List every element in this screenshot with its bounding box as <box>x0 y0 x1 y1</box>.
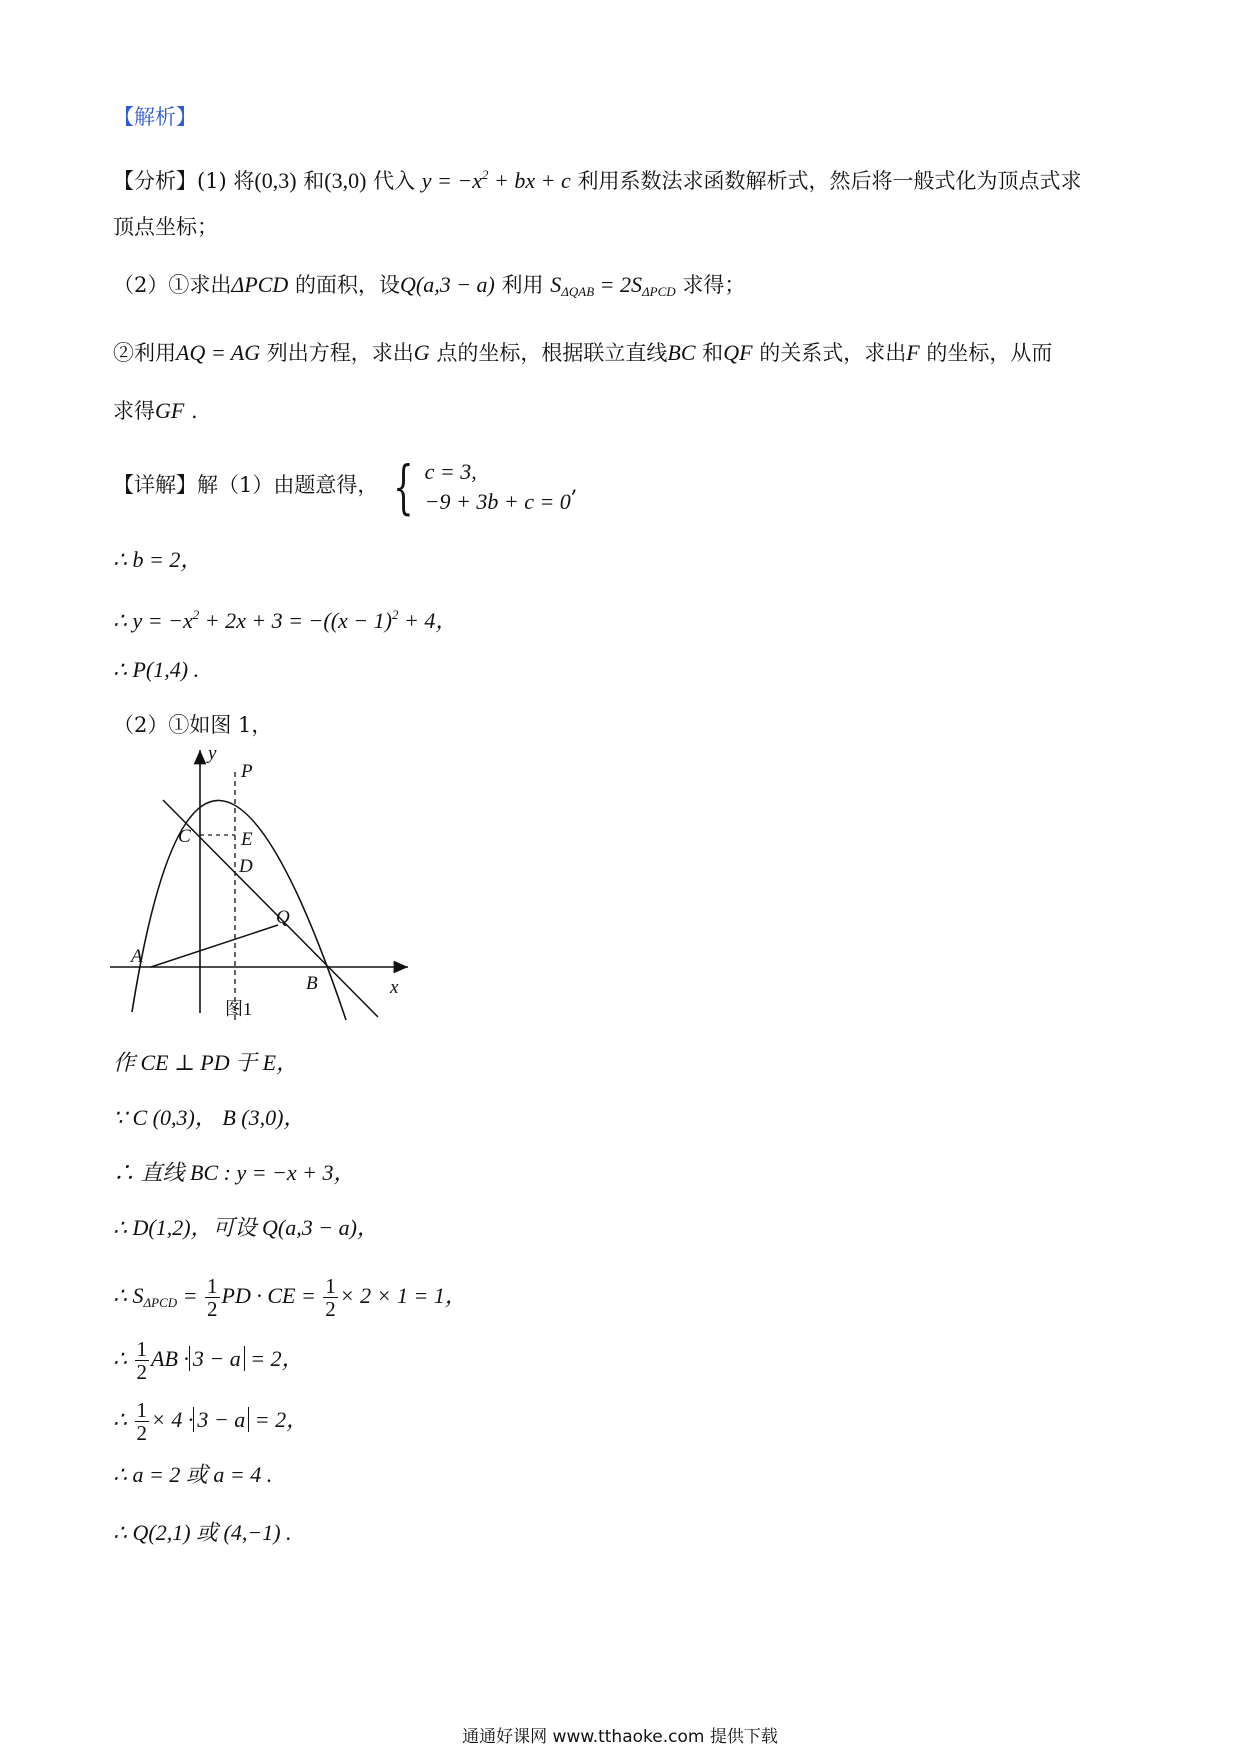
label-x: x <box>390 977 399 998</box>
brace: { <box>393 452 414 521</box>
area-pcd: ∴ $S_{\Delta PCD}$ = $\frac{1}{2}$ PD · CE = $\frac{1}{2}$ × 2 × 1 = 1， <box>113 1274 467 1321</box>
label-c: C <box>178 826 191 847</box>
figure-caption: 图1 <box>225 999 252 1019</box>
label-e: E <box>241 829 253 850</box>
figure-1 <box>108 745 418 1025</box>
label-a: A <box>131 946 143 967</box>
text: 代入 <box>366 169 416 193</box>
label-y: y <box>208 745 217 764</box>
q-points: ∴ Q(2,1) 或 (4,−1) . <box>113 1520 292 1545</box>
ce-line: 作 CE ⊥ PD 于 E， <box>113 1050 299 1075</box>
text: 和 <box>296 169 325 193</box>
label-d: D <box>239 856 253 877</box>
label-q: Q <box>276 907 290 928</box>
analysis-line-3: （2）①求出ΔPCD 的面积，设Q(a,3 − a) 利用 $S_{\Delta QAB} = 2S_{\Delta PCD}$ 求得； <box>113 272 746 299</box>
analysis-line-1 <box>113 160 1081 196</box>
footer: 通通好课网 www.tthaoke.com 提供下载 <box>462 1727 778 1747</box>
line-aq <box>151 925 278 967</box>
a-values: ∴ a = 2 或 a = 4 . <box>113 1462 273 1487</box>
text: 利用系数法求函数解析式，然后将一般式化为顶点式求 <box>570 169 1082 193</box>
equation-system: c = 3, −9 + 3b + c = 0 <box>424 458 571 514</box>
label-b: B <box>306 973 318 994</box>
label-p: P <box>241 761 253 782</box>
text: (1) 将 <box>197 169 255 193</box>
cb-coords: ∵ C (0,3)， B (3,0)， <box>113 1105 306 1130</box>
section-label: 【解析】 <box>113 105 197 129</box>
analysis-tag: 【分析】 <box>113 169 197 193</box>
analysis-line-5: 求得GF . <box>113 398 198 423</box>
formula: $y = -x^2$ + bx + c <box>421 167 571 193</box>
area-substituted: ∴ $\frac{1}{2}$ × 4 · 3 − a = 2， <box>113 1398 309 1445</box>
detail-tag: 【详解】 <box>113 473 197 497</box>
point-2: (3,0) <box>324 168 367 193</box>
analysis-line-4: ②利用AQ = AG 列出方程，求出G 点的坐标，根据联立直线BC 和QF 的关系式，求出F 的坐标，从而 <box>113 340 1053 365</box>
analysis-line-2: 顶点坐标； <box>113 215 218 239</box>
vertex-point: ∴ P(1,4) . <box>113 657 200 682</box>
b-result: ∴ b = 2， <box>113 547 203 572</box>
d-point: ∴ D(1,2)，可设 Q(a,3 − a)， <box>113 1215 379 1240</box>
line-bc <box>163 800 378 1017</box>
vertex-form: ∴ $y = -x^2 + 2x + 3 = -((x - 1)^2 + 4$， <box>113 607 458 633</box>
detail-intro: 【详解】解（1）由题意得， { c = 3, −9 + 3b + c = 0 , <box>113 452 578 521</box>
bc-equation: ∴ 直线 BC : y = −x + 3， <box>113 1160 356 1185</box>
part2-heading: （2）①如图 1， <box>113 713 273 737</box>
point-1: (0,3) <box>254 168 297 193</box>
area-qab: ∴ $\frac{1}{2}$ AB · 3 − a = 2， <box>113 1337 304 1384</box>
